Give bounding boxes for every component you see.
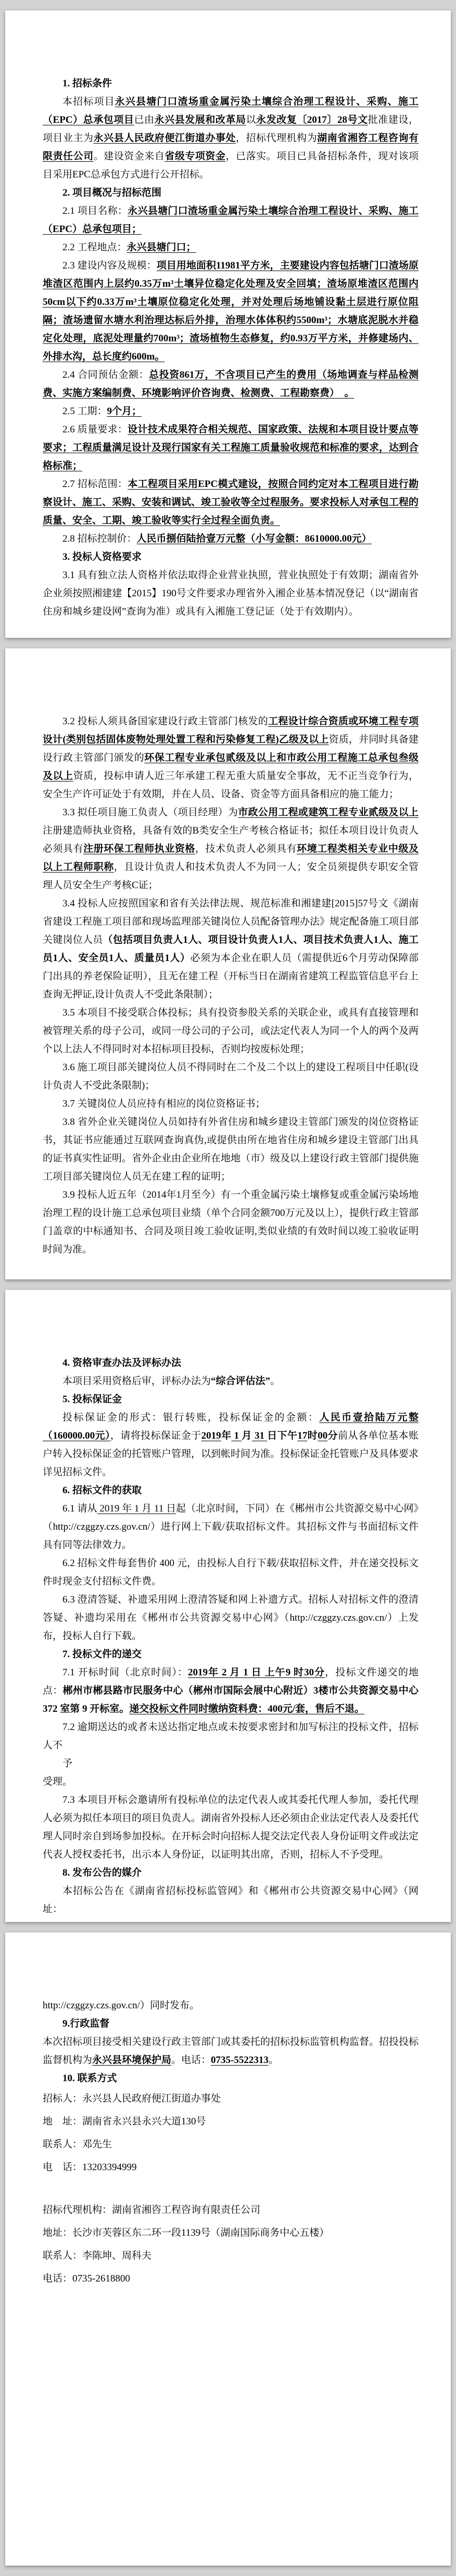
text-segment: 9个月； — [107, 406, 142, 417]
paragraph — [43, 2110, 419, 2133]
text-segment: 3.5 本项目不接受联合体投标；具有投资参股关系的关联企业，或具有直接管理和被管理关系的母子公司，或同一母公司的子公司，或法定代表人为同一个人的两个及两个以上法人不得同时对本招标项目投标，否则均按废标处理； — [43, 1007, 419, 1055]
paragraph — [43, 1773, 419, 1791]
section-heading — [43, 2069, 419, 2087]
text-segment: 工程设计综合资质或环境工程专项设计(类别包括固体废物处理处置工程和污染修复工程)乙级及以上 — [43, 716, 419, 745]
paragraph — [43, 366, 419, 402]
paragraph — [43, 420, 419, 475]
text-segment: 永兴县塘门口； — [126, 242, 196, 253]
text-segment: 月 — [242, 1430, 252, 1441]
paragraph — [43, 1791, 419, 1864]
text-segment: 永兴县发展和改革局 — [154, 114, 246, 125]
text-segment: 地 址：湖南省永兴县永兴大道130号 — [43, 2116, 206, 2127]
text-segment: 投标保证金的形式：银行转账，投标保证金的金额： — [62, 1412, 320, 1423]
text-segment: 湖南省湘咨工程咨询有限责任公司 — [43, 133, 419, 162]
text-segment: 联系人：邓先生 — [43, 2139, 112, 2150]
text-segment: 分 — [327, 1430, 338, 1441]
paragraph — [43, 712, 419, 803]
text-segment: 本次招标项目接受相关建设行政主管部门或其委托的招标投标监管机构监督。招投投标监督机构为 — [43, 2036, 419, 2066]
paragraph — [43, 2133, 419, 2156]
text-segment: 3.4 投标人应按照国家和省有关法律法规、规范标准和湘建建[2015]57号文《湖南省建设工程施工项目部和现场监理部关键岗位人员配备管理办法》规定配备施工项目部关键岗位人员 — [43, 898, 419, 945]
text-segment: 3.1 具有独立法人资格并依法取得企业营业执照，营业执照处于有效期；湖南省外企业须按照湘建建【2015】190号文件要求办理省外入湘企业基本情况登记（以“湖南省住房和城乡建设网”查询为准）或具有入湘施工登记证（处于有效期内）。 — [43, 570, 419, 617]
page-3 — [5, 1290, 451, 1922]
text-segment: 3. 投标人资格要求 — [62, 552, 142, 562]
text-segment: 前从各单位基本账户转入投标保证金的托管账户管理，以到帐时间为准。投标保证金托管账户及具体要求详见招标文件。 — [43, 1430, 419, 1478]
text-segment: ，请将投标保证金于 — [110, 1430, 201, 1441]
text-segment: 4. 资格审查办法及评标办法 — [62, 1357, 182, 1368]
paragraph — [43, 1500, 419, 1554]
text-segment: 环境工程类相关专业中级及以上工程师职称 — [43, 843, 419, 873]
paragraph — [43, 1754, 419, 1773]
text-segment: 省级专项资金 — [164, 151, 226, 162]
paragraph — [43, 202, 419, 238]
document-viewer — [0, 10, 456, 2566]
paragraph — [43, 530, 419, 548]
text-segment: 5. 投标保证金 — [62, 1394, 122, 1405]
paragraph — [43, 803, 419, 894]
text-segment: 2.6 质量要求： — [62, 424, 128, 435]
text-segment: 。建设资金来自 — [93, 151, 165, 162]
text-segment: 3.3 拟任项目施工负责人（项目经理）为 — [62, 807, 238, 818]
text-segment: 。电话： — [171, 2055, 211, 2066]
text-segment: 6.3 澄清答疑、补遗采用网上澄清答疑和网上补遗方式。招标人对招标文件的澄清答疑、补遗均采用在《郴州市公共资源交易中心网》（http://czggzy.czs.gov.cn/）上发布，投标人自行下载。 — [43, 1594, 419, 1642]
paragraph — [43, 2156, 419, 2179]
text-segment: 电话：0735-2618800 — [43, 2273, 130, 2284]
text-segment: 资质，投标申请人近三年承建工程无重大质量安全事故，无不正当竞争行为，安全生产许可证处于有效期，并在人员、设备、资金等方面具备相应的施工能力； — [43, 771, 419, 800]
text-segment: 项目用地面积11981平方米，主要建设内容包括塘门口渣场原堆渣区范围内上层约0.35万m³土壤异位稳定化处理及安全回填；渣场原堆渣区范围内50cm以下约0.33万m³土壤原位稳定化处理，并对处理后场地铺设黏土层进行原位阻隔；渣场遗留水塘水利治理达标后外排，治理水体体积约5500m³；水塘底泥脱水并稳定化处理，底泥处理量约700m³；渣场植物生态修复，约0.93万平方米，并修建场内、外排水沟，总长度约600m。 — [43, 260, 419, 362]
text-segment: 起（北京时间，下同）在《郴州市公共资源交易中心网》（http://czggzy.czs.gov.cn/）进行网上下载/获取招标文件。其招标文件与书面招标文件具有同等法律效力。 — [43, 1503, 419, 1550]
page-1 — [5, 10, 451, 638]
text-segment: 7.2 逾期送达的或者未送达指定地点或未按要求密封和加写标注的投标文件，招标人不 — [43, 1722, 419, 1751]
text-segment: 3.8 省外企业关键岗位人员如持有外省住房和城乡建设主管部门颁发的岗位资格证书，其证书应能通过互联网查询真伪,或提供由所在地省住房和城乡建设主管部门出具的证书真实性证明。省外企业由企业所在地地（市）级及以上建设行政主管部门提供施工项目部关键岗位人员无在建工程的证明； — [43, 1117, 419, 1182]
paragraph — [43, 238, 419, 257]
text-segment: 1. 招标条件 — [62, 78, 112, 89]
text-segment: 2.7 招标范围： — [62, 479, 128, 490]
section-heading — [43, 2015, 419, 2033]
paragraph — [43, 2267, 419, 2290]
text-segment: 年 — [221, 1430, 232, 1441]
text-segment: 本招标公告在《湖南省招标投标监管网》和《郴州市公共资源交易中心网》（网址： — [43, 1886, 419, 1915]
paragraph — [43, 1882, 419, 1918]
text-segment: 市政公用工程或建筑工程专业贰级及以上 — [238, 807, 419, 818]
section-heading — [43, 1481, 419, 1500]
text-segment: 10. 联系方式 — [62, 2073, 117, 2084]
text-segment: 注册环保工程师执业资格 — [83, 843, 195, 854]
text-segment: 永发改复〔2017〕28号文 — [256, 114, 368, 125]
text-segment: 总投资861万，不含项目已产生的费用（场地调查与样品检测费、实施方案编制费、环境影响评价咨询费、检测费、工程勘察费） 。 — [43, 369, 419, 399]
text-segment: ，招标代理机构为 — [236, 133, 318, 144]
paragraph — [43, 1591, 419, 1645]
spacer — [43, 2179, 419, 2199]
text-segment: 设计技术成果符合相关规范、国家政策、法规和本项目设计要点等要求；工程质量满足设计及现行国家有关工程施工质量验收规范和标准的要求，达到合格标准； — [43, 424, 419, 471]
paragraph — [43, 93, 419, 184]
text-segment: 2.2 工程地点： — [62, 242, 127, 253]
paragraph — [43, 257, 419, 366]
section-heading — [43, 74, 419, 93]
paragraph — [43, 1718, 419, 1754]
text-segment: 资质，并同时具备建设行政主管部门颁发的 — [43, 734, 419, 763]
text-segment: 人民币捌佰陆拾壹万元整（小写金额：8610000.00元） — [136, 533, 372, 544]
section-heading — [43, 1390, 419, 1408]
text-segment: “综合评估法” — [211, 1376, 271, 1387]
text-segment: 注册建造师执业资格，具备有效的B类安全生产考核合格证书；拟任本项目设计负责人必须具有 — [43, 825, 419, 854]
text-segment: 永兴县塘门口渣场重金属污染土壤综合治理工程设计、采购、施工（EPC）总承包项目； — [43, 206, 419, 235]
paragraph — [43, 2222, 419, 2245]
paragraph — [43, 1095, 419, 1113]
text-segment: 本工程项目采用EPC模式建设，按照合同约定对本工程项目进行勘察设计、施工、采购、安装和调试、竣工验收等全过程服务。要求投标人对承包工程的质量、安全、工期、竣工验收等实行全过程全面负责。 — [43, 479, 419, 526]
text-segment: 人民币壹拾陆万元整（160000.00元） — [43, 1412, 419, 1441]
text-segment: 7.1 开标时间（北京时间）： — [62, 1667, 188, 1678]
paragraph — [43, 1663, 419, 1718]
text-segment: ，投标文件递交的地点： — [43, 1667, 419, 1696]
paragraph — [43, 1058, 419, 1095]
text-segment: 9.行政监督 — [62, 2018, 110, 2029]
text-segment: 招标代理机构：湖南省湘咨工程咨询有限责任公司 — [43, 2205, 261, 2215]
text-segment: 永兴县塘门口渣场重金属污染土壤综合治理工程设计、采购、施工（EPC）总承包项目 — [43, 96, 419, 125]
paragraph — [43, 1186, 419, 1259]
text-segment: 00 — [318, 1430, 328, 1441]
paragraph — [43, 402, 419, 420]
text-segment: 8. 发布公告的媒介 — [62, 1867, 142, 1878]
paragraph — [43, 475, 419, 530]
text-segment: 2019年 2 月 1 日 上午9 时30分 — [188, 1667, 325, 1678]
paragraph — [43, 1004, 419, 1058]
text-segment: 2019 — [201, 1430, 221, 1441]
text-segment: 2.5 工期： — [62, 406, 107, 417]
text-segment: 已由 — [134, 114, 155, 125]
paragraph — [43, 2245, 419, 2267]
text-segment: 环保工程专业承包贰级及以上和市政公用工程施工总承包叁级及以上 — [43, 752, 419, 781]
text-segment: 永兴县人民政府便江街道办事处 — [93, 133, 236, 144]
text-segment: ，技术负责人必须具有 — [195, 843, 297, 854]
text-segment: 2.8 招标控制价： — [62, 533, 137, 544]
page-4 — [5, 1932, 451, 2566]
paragraph — [43, 1372, 419, 1390]
section-heading — [43, 184, 419, 202]
text-segment: 予 — [62, 1758, 73, 1769]
text-segment: 必须为本企业在职人员（需提供近6个月劳动保障部门出具的养老保险证明），且无在建工程（开标当日在湖南省建筑工程监管信息平台上查询无押证,设计负责人不受此条限制）； — [43, 953, 419, 1000]
paragraph — [43, 1554, 419, 1591]
text-segment: 时 — [307, 1430, 318, 1441]
text-segment: 本项目采用资格后审，评标办法为 — [62, 1376, 211, 1387]
text-segment: 2. 项目概况与招标范围 — [62, 187, 162, 198]
section-heading — [43, 1864, 419, 1882]
text-segment: 批准建设，项目业主为 — [43, 114, 419, 144]
paragraph — [43, 2033, 419, 2069]
text-segment: 郴州市郴县路市民服务中心（郴州市国际会展中心附近）3楼市公共资源交易中心 372 室第 9 开标室。 — [43, 1685, 419, 1714]
text-segment: 招标人：永兴县人民政府便江街道办事处 — [43, 2093, 221, 2104]
text-segment: 17 — [297, 1430, 308, 1441]
paragraph — [43, 894, 419, 1004]
text-segment: 地址：长沙市芙蓉区东二环一段1139号（湖南国际商务中心五楼） — [43, 2227, 330, 2238]
text-segment: 。 — [270, 1376, 281, 1387]
text-segment: 3.7 关键岗位人员应持有相应的岗位资格证书； — [62, 1098, 265, 1109]
paragraph — [43, 1996, 419, 2015]
text-segment: 2.3 建设内容及规模： — [62, 260, 157, 271]
paragraph — [43, 2199, 419, 2222]
text-segment: （包括项目负责人1人、项目设计负责人1人、项目技术负责人1人、施工员1人、安全员1人、质量员1人） — [43, 934, 419, 964]
text-segment: 3.2 投标人须具备国家建设行政主管部门核发的 — [62, 716, 269, 727]
text-segment: 6.1 请从 — [62, 1503, 97, 1514]
text-segment: 本招标项目 — [62, 96, 115, 107]
section-heading — [43, 548, 419, 566]
text-segment: 电 话：13203394999 — [43, 2162, 137, 2173]
paragraph — [43, 566, 419, 621]
text-segment: 7. 投标文件的递交 — [62, 1649, 142, 1660]
paragraph — [43, 1408, 419, 1481]
text-segment: 3.6 施工项目部关键岗位人员不得同时在二个及二个以上的建设工程项目中任职(设计负责人不受此条限制)； — [43, 1062, 419, 1091]
text-segment: 2.4 合同预估金额： — [62, 369, 149, 380]
text-segment: 2.1 项目名称： — [62, 206, 128, 216]
text-segment: 日下午 — [267, 1430, 298, 1441]
text-segment: 受理。 — [43, 1776, 73, 1787]
text-segment: http://czggzy.czs.gov.cn/）同时发布。 — [43, 2000, 199, 2011]
text-segment: 联系人：李陈坤、周科夫 — [43, 2250, 152, 2261]
text-segment: 6. 招标文件的获取 — [62, 1485, 142, 1496]
section-heading — [43, 1354, 419, 1372]
text-segment: ，已落实。项目已具备招标条件，现对该项目采用EPC总承包方式进行公开招标。 — [43, 151, 419, 180]
text-segment: 3.9 投标人近五年（2014年1月至今）有一个重金属污染土壤修复或重金属污染场地治理工程的设计施工总承包项目业绩（单个合同金额700万元及以上），提供行政主管部门盖章的中标通知书、合同及项目竣工验收证明,类似业绩的有效时间以竣工验收证明时间为准。 — [43, 1189, 419, 1255]
text-segment: ，且设计负责人和技术负责人不为同一人；安全员须提供专职安全管理人员安全生产考核C证； — [43, 862, 419, 891]
paragraph — [43, 2087, 419, 2110]
paragraph — [43, 1113, 419, 1186]
text-segment: 。 — [268, 2055, 278, 2066]
text-segment: 2019 年 1 月 11 日 — [97, 1503, 176, 1514]
text-segment: 以 — [246, 114, 257, 125]
text-segment: 0735-5522313 — [211, 2055, 269, 2066]
text-segment: 1 — [231, 1430, 242, 1441]
text-segment: 7.3 本项目开标会邀请所有投标单位的法定代表人或其委托代理人参加，委托代理人必须为拟任本项目的项目负责人。湖南省外投标人还必须由企业法定代表人及委托代理人同时亲自到场参加投标。在开标会时向招标人提交法定代表人身份证明文件或法定代表人授权委托书，出示本人身份证，以证明其出席，否则，招标人不予受理。 — [43, 1795, 419, 1860]
text-segment: 31 — [251, 1430, 268, 1441]
text-segment: 永兴县环境保护局 — [92, 2055, 172, 2066]
text-segment: 6.2 招标文件每套售价 400 元，由投标人自行下载/获取招标文件，并在递交投标文件时现金支付招标文件费。 — [43, 1558, 419, 1587]
text-segment: 递交投标文件同时缴纳资料费：400元/套，售后不退。 — [129, 1703, 365, 1714]
page-2 — [5, 648, 451, 1279]
section-heading — [43, 1645, 419, 1663]
